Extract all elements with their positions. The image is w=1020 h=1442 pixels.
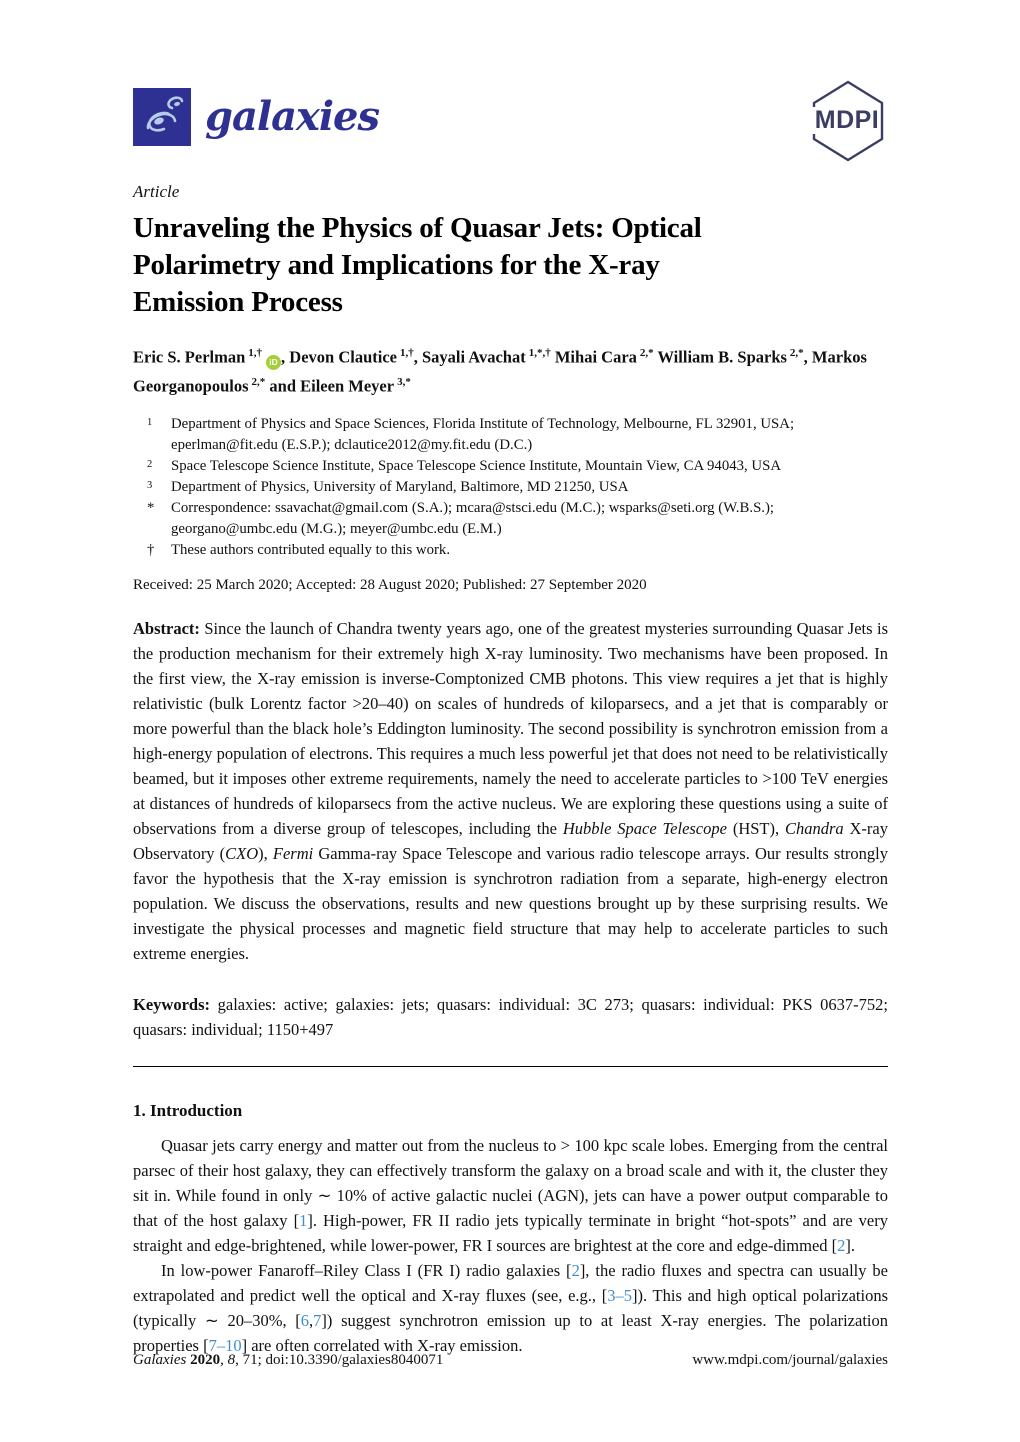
affiliation-marker: * — [147, 500, 155, 516]
citation-link[interactable]: 7 — [313, 1311, 322, 1330]
text-segment: CXO — [225, 844, 259, 863]
affiliation-marker: † — [147, 542, 155, 558]
text-segment: Eric S. Perlman — [133, 347, 246, 367]
text-segment: Quasar jets carry energy and matter out from the nucleus to > 100 kpc scale lobes. Emerging from the central parsec of their host galaxy, they can effectively transform the galaxy on a broad scale and with it, the cluster they sit in. While found in only ∼ 10% of active galactic nuclei (AGN), jets can have a power output comparable to that of the host galaxy [ — [133, 1136, 888, 1230]
affiliation — [133, 456, 888, 477]
footer-journal-url: www.mdpi.com/journal/galaxies — [692, 1352, 888, 1368]
masthead — [133, 78, 888, 164]
text-segment: ] are often correlated with X-ray emission. — [241, 1336, 523, 1355]
text-segment: ]) suggest synchrotron emission up to at least X-ray energies. The polarization properties [ — [133, 1311, 889, 1355]
text-segment: , 71; doi:10.3390/galaxies8040071 — [235, 1352, 444, 1368]
keywords-label: Keywords: — [133, 995, 210, 1014]
galaxy-spiral-icon — [133, 88, 191, 146]
title-line-2: Polarimetry and Implications for the X-ray — [133, 249, 660, 281]
title-line-1: Unraveling the Physics of Quasar Jets: Optical — [133, 212, 702, 244]
citation-link[interactable]: 2 — [837, 1236, 846, 1255]
citation-link[interactable]: 1 — [299, 1211, 308, 1230]
text-segment: Galaxies — [133, 1352, 187, 1368]
text-segment: , — [309, 1311, 314, 1330]
text-segment: X-ray Observatory ( — [133, 819, 888, 863]
text-segment: and Eileen Meyer — [265, 376, 395, 395]
mdpi-logo — [810, 78, 886, 169]
orcid-icon[interactable]: iD — [266, 355, 281, 370]
abstract-text — [133, 619, 888, 963]
text-segment: , — [220, 1352, 228, 1368]
affiliation-marker: 1 — [147, 417, 153, 428]
text-segment: , Markos Georganopoulos — [133, 347, 867, 395]
citation-link[interactable]: 7–10 — [208, 1336, 242, 1355]
affiliation-marker: 2 — [147, 459, 153, 470]
text-segment: 3,* — [397, 375, 411, 388]
text-segment: Since the launch of Chandra twenty years ago, one of the greatest mysteries surrounding Quasar Jets is the production mechanism for their extremely high X-ray luminosity. Two mechanisms have been proposed. In the first view, the X-ray emission is inverse-Comptonized CMB photons. This view requires a jet that is highly relativistic (bulk Lorentz factor >20–40) on scales of hundreds of kiloparsecs, and a jet that is comparably or more powerful than the black hole’s Eddington luminosity. The second possibility is synchrotron emission from a high-energy population of electrons. This requires a much less powerful jet that does not need to be relativistically beamed, but it imposes other extreme requirements, namely the need to accelerate particles to >100 TeV energies at distances of hundreds of kiloparsecs from the active nucleus. We are exploring these questions using a suite of observations from a diverse group of telescopes, including the — [133, 619, 889, 838]
journal-logo — [133, 88, 379, 146]
text-segment: 1,† — [399, 347, 414, 359]
text-segment: ]). This and high optical polarizations (typically ∼ 20–30%, [ — [133, 1286, 888, 1330]
text-segment: 8 — [227, 1352, 236, 1368]
text-segment: Gamma-ray Space Telescope and various radio telescope arrays. Our results strongly favor the hypothesis that the X-ray emission is synchrotron radiation from a separate, high-energy electron population. We discuss the observations, results and new questions brought up by these surprising results. We investigate the physical processes and magnetic field structure that may help to accelerate particles to such extreme energies. — [133, 844, 888, 963]
affiliation-correspondence — [133, 498, 888, 540]
text-segment: Hubble Space Telescope — [562, 819, 727, 838]
affiliation — [133, 477, 888, 498]
affiliation-text: These authors contributed equally to this work. — [171, 542, 451, 558]
text-segment: Mihai Cara — [550, 347, 637, 367]
intro-paragraph-1 — [133, 1133, 888, 1258]
affiliation-text: Correspondence: ssavachat@gmail.com (S.A.); mcara@stsci.edu (M.C.); wsparks@seti.org (W.B.S.); georgano@umbc.edu (M.G.); meyer@umbc.edu (E.M.) — [171, 500, 775, 537]
footer-citation — [133, 1352, 443, 1369]
text-segment: ), — [258, 844, 273, 863]
text-segment: (HST), — [726, 819, 785, 838]
text-segment: ], the radio fluxes and spectra can usually be extrapolated and predict well the optical and X-ray fluxes (see, e.g., [ — [133, 1261, 889, 1305]
section-heading-introduction: 1. Introduction — [133, 1101, 243, 1120]
affiliation-text: Department of Physics, University of Maryland, Baltimore, MD 21250, USA — [171, 479, 629, 495]
affiliations-block — [133, 414, 888, 561]
journal-name: galaxies — [205, 93, 380, 140]
text-segment: , Devon Clautice — [281, 347, 397, 367]
text-segment: In low-power Fanaroff–Riley Class I (FR I) radio galaxies [ — [161, 1261, 572, 1280]
citation-link[interactable]: 2 — [571, 1261, 580, 1280]
page-footer — [133, 1352, 888, 1369]
intro-paragraph-2 — [133, 1258, 888, 1358]
text-segment: 2,* — [789, 347, 804, 359]
citation-link[interactable]: 3–5 — [607, 1286, 632, 1305]
affiliation-equal-contribution — [133, 540, 888, 561]
text-segment: , Sayali Avachat — [413, 347, 526, 367]
section-divider — [133, 1066, 888, 1067]
citation-link[interactable]: 6 — [300, 1311, 310, 1330]
text-segment: 1,*,† — [528, 347, 551, 359]
text-segment: ]. High-power, FR II radio jets typically terminate in bright “hot-spots” and are very straight and edge-brightened, while lower-power, FR I sources are brightest at the core and edge-dimmed [ — [133, 1211, 888, 1255]
mdpi-wordmark: MDPI — [814, 106, 880, 134]
text-segment: 2020 — [190, 1352, 221, 1368]
text-segment: Chandra — [784, 819, 844, 838]
text-segment: ]. — [845, 1236, 856, 1255]
affiliation-text: Department of Physics and Space Sciences, Florida Institute of Technology, Melbourne, FL 32901, USA; eperlman@fit.edu (E.S.P.); dclautice2012@my.fit.edu (D.C.) — [171, 416, 795, 453]
text-segment: William B. Sparks — [653, 347, 787, 367]
abstract-label: Abstract: — [133, 619, 200, 638]
keywords-text: galaxies: active; galaxies: jets; quasars: individual: 3C 273; quasars: individual: PKS 0637-752; quasars: individual; 1150+497 — [133, 995, 889, 1039]
paper-title — [133, 210, 888, 321]
article-type-label: Article — [133, 182, 180, 201]
text-segment: 2,* — [251, 375, 266, 388]
text-segment: 2,* — [639, 347, 654, 359]
affiliation — [133, 414, 888, 456]
affiliation-marker: 3 — [147, 480, 153, 491]
authors-line — [133, 341, 888, 398]
text-segment: Fermi — [272, 844, 314, 863]
dates-line: Received: 25 March 2020; Accepted: 28 August 2020; Published: 27 September 2020 — [133, 577, 647, 593]
keywords — [133, 992, 888, 1042]
title-line-3: Emission Process — [133, 286, 343, 318]
text-segment: 1,† — [248, 347, 263, 359]
abstract — [133, 616, 888, 966]
affiliation-text: Space Telescope Science Institute, Space Telescope Science Institute, Mountain View, CA 94043, USA — [171, 458, 782, 474]
